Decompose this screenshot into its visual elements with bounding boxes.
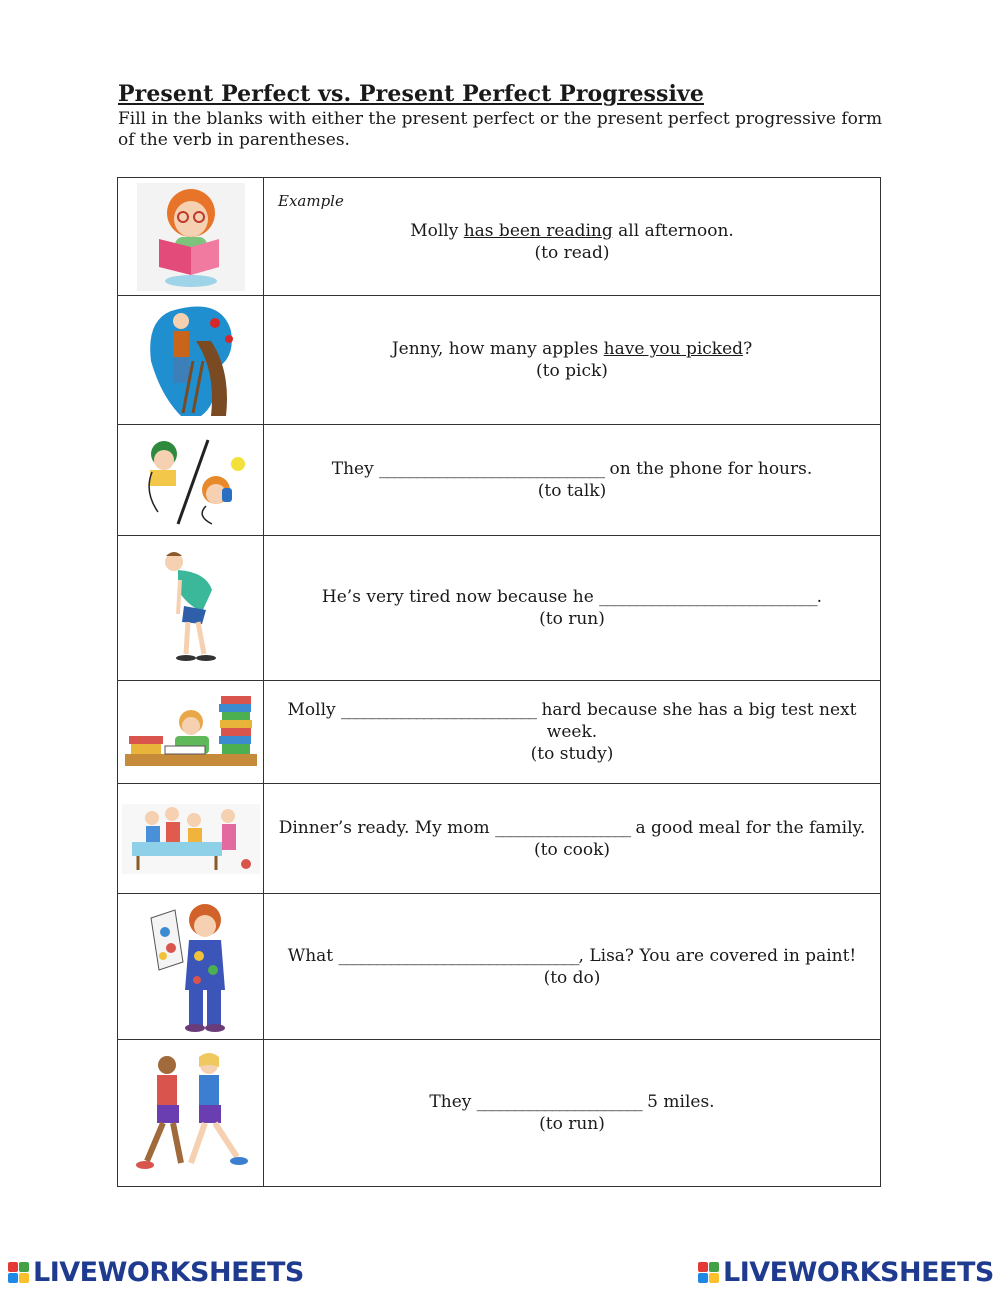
phone-call-icon — [136, 432, 246, 528]
verb-hint: (to do) — [543, 967, 601, 988]
exercise-row — [118, 296, 881, 425]
exercise-table — [117, 177, 881, 1187]
sentence-cell — [264, 1040, 881, 1187]
exercise-row — [118, 1040, 881, 1187]
sentence-text: Molly — [287, 700, 342, 720]
picture-cell — [118, 894, 264, 1040]
family-dinner-icon — [122, 804, 260, 874]
sentence-text: Molly — [410, 220, 464, 241]
picture-cell — [118, 425, 264, 536]
sentence-text: Dinner’s ready. My mom — [278, 817, 496, 838]
verb-hint: (to talk) — [537, 481, 607, 501]
runners-icon — [127, 1051, 255, 1175]
sentence-cell — [264, 178, 881, 296]
sentence — [278, 1091, 866, 1113]
sentence-cell — [264, 425, 881, 536]
sentence — [278, 699, 866, 743]
picture-cell — [118, 1040, 264, 1187]
sentence-text: They — [331, 459, 380, 479]
verb-hint: (to study) — [530, 744, 614, 764]
answer-blank[interactable]: __________________ — [495, 817, 631, 838]
tired-runner-icon — [156, 550, 226, 666]
verb-hint: (to cook) — [533, 839, 611, 860]
sentence-text: hard because she has a big test next week. — [536, 700, 857, 742]
exercise-row — [118, 536, 881, 681]
sentence-text: a good meal for the family. — [630, 817, 866, 838]
sentence-cell — [264, 536, 881, 681]
logo-text: LIVEWORKSHEETS — [33, 1256, 304, 1288]
sentence-cell — [264, 681, 881, 784]
sentence-text: They — [429, 1092, 477, 1112]
verb-hint: (to run) — [539, 609, 605, 629]
picture-cell — [118, 296, 264, 425]
sentence — [278, 458, 866, 480]
liveworksheets-logo — [698, 1256, 994, 1288]
picture-cell — [118, 784, 264, 894]
answer-blank[interactable]: __________________________ — [341, 700, 537, 720]
sentence-text: all afternoon. — [612, 220, 734, 241]
exercise-row — [118, 425, 881, 536]
answer-blank[interactable]: ______________________________ — [379, 459, 605, 479]
logo-tiles-icon — [698, 1262, 719, 1283]
sentence-text: Jenny, how many apples — [391, 339, 604, 359]
sentence-text: 5 miles. — [641, 1092, 715, 1112]
answer-blank[interactable]: ________________________________ — [338, 945, 579, 966]
sentence — [278, 338, 866, 360]
sentence-cell — [264, 296, 881, 425]
sentence-cell — [264, 784, 881, 894]
exercise-row — [118, 894, 881, 1040]
sentence-text: ? — [743, 339, 753, 359]
sentence — [278, 945, 866, 967]
sentence-text: What — [287, 945, 339, 966]
worksheet-title: Present Perfect vs. Present Perfect Progressive — [118, 81, 704, 107]
sentence — [278, 586, 866, 608]
answer-blank[interactable]: _____________________________ — [599, 587, 817, 607]
sentence-cell — [264, 894, 881, 1040]
exercise-row — [118, 784, 881, 894]
picture-cell — [118, 536, 264, 681]
picture-cell — [118, 681, 264, 784]
girl-picking-apples-icon — [141, 301, 241, 419]
girl-reading-icon — [137, 183, 245, 291]
picture-cell — [118, 178, 264, 296]
verb-hint: (to run) — [539, 1114, 605, 1134]
sentence-text: . — [816, 587, 823, 607]
painted-girl-icon — [149, 900, 233, 1034]
sentence-text: on the phone for hours. — [604, 459, 813, 479]
verb-hint: (to read) — [534, 242, 610, 263]
exercise-row — [118, 681, 881, 784]
logo-tiles-icon — [8, 1262, 29, 1283]
worksheet-instructions: Fill in the blanks with either the present perfect or the present perfect progressive form of the verb in parentheses. — [118, 109, 883, 150]
sentence — [278, 220, 866, 242]
answer-text: has been reading — [463, 220, 613, 241]
logo-text: LIVEWORKSHEETS — [723, 1256, 994, 1288]
liveworksheets-logo — [8, 1256, 304, 1288]
answer-text: have you picked — [603, 339, 744, 359]
sentence-text: , Lisa? You are covered in paint! — [578, 945, 857, 966]
sentence — [278, 817, 866, 839]
verb-hint: (to pick) — [536, 361, 608, 381]
sentence-text: He’s very tired now because he — [321, 587, 600, 607]
student-studying-icon — [125, 692, 257, 772]
answer-blank[interactable]: ______________________ — [476, 1092, 642, 1112]
exercise-row — [118, 178, 881, 296]
example-label: Example — [278, 192, 344, 210]
